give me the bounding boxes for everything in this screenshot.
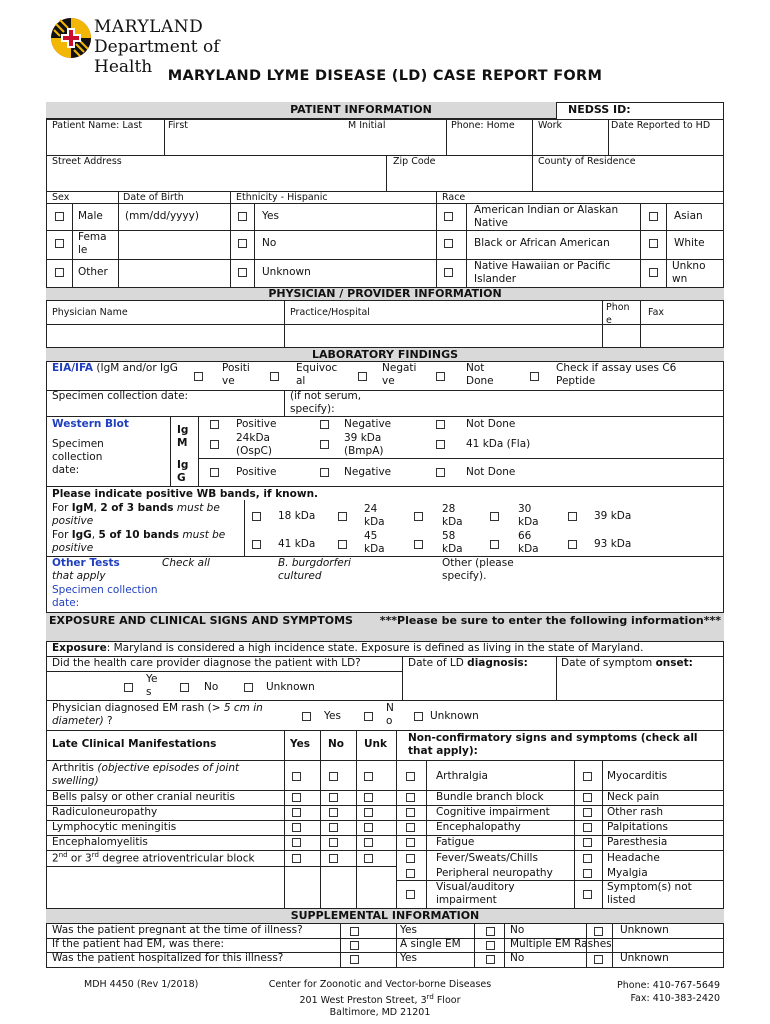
pregnant-yes: Yes	[400, 924, 417, 936]
checkbox-neck-pain[interactable]	[583, 793, 592, 802]
checkbox-lymph-unk[interactable]	[364, 823, 373, 832]
option-diag-unknown: Unknown	[266, 681, 315, 693]
pregnant-no: No	[510, 924, 525, 936]
option-hispanic-no: No	[262, 237, 277, 249]
footer-addr-a: 201 West Preston Street, 3	[299, 995, 427, 1007]
band-18kda: 18 kDa	[278, 510, 316, 522]
footer-center-line3: Baltimore, MD 21201	[329, 1007, 431, 1019]
logo-maryland-text: MARYLAND	[94, 17, 204, 37]
checkbox-wb-igm-notdone[interactable]	[436, 420, 445, 429]
late-manifestations-header: Late Clinical Manifestations	[52, 738, 217, 750]
footer-fax: Fax: 410-383-2420	[630, 993, 720, 1004]
checkbox-av-no[interactable]	[329, 854, 338, 863]
checkbox-em-yes[interactable]	[302, 712, 311, 721]
footer-phone: Phone: 410-767-5649	[617, 980, 720, 991]
checkbox-visual-auditory[interactable]	[406, 890, 415, 899]
checkbox-multiple-em[interactable]	[486, 941, 495, 950]
checkbox-sex-other[interactable]	[55, 268, 64, 277]
supplemental-section-title: SUPPLEMENTAL INFORMATION	[290, 909, 480, 922]
checkbox-hispanic-yes[interactable]	[238, 212, 247, 221]
footer-addr-c: Floor	[433, 995, 461, 1007]
single-em: A single EM	[400, 938, 461, 950]
checkbox-other-rash[interactable]	[583, 808, 592, 817]
date-ld-diagnosis-label	[408, 657, 528, 669]
checkbox-hispanic-no[interactable]	[238, 239, 247, 248]
band-24kda: 24 kDa	[364, 503, 385, 528]
late-lymphocytic-meningitis: Lymphocytic meningitis	[52, 821, 177, 833]
checkbox-band-66[interactable]	[490, 540, 499, 549]
arthritis-a: Arthritis	[52, 762, 98, 774]
maryland-seal-icon	[50, 14, 92, 64]
band-45kda: 45 kDa	[364, 530, 385, 555]
exposure-section-title: EXPOSURE AND CLINICAL SIGNS AND SYMPTOMS	[49, 614, 353, 627]
maryland-health-logo	[50, 14, 280, 77]
symptom-peripheral-neuropathy: Peripheral neuropathy	[436, 867, 553, 879]
checkbox-em-unknown[interactable]	[414, 712, 423, 721]
checkbox-palpitations[interactable]	[583, 823, 592, 832]
multiple-em: Multiple EM Rashes	[510, 938, 612, 950]
checkbox-bells-no[interactable]	[329, 793, 338, 802]
checkbox-pregnant-no[interactable]	[486, 927, 495, 936]
checkbox-sex-female[interactable]	[55, 239, 64, 248]
label-physician-name: Physician Name	[52, 307, 128, 318]
exposure-section-header	[46, 612, 724, 642]
label-last-name: Patient Name: Last	[52, 120, 143, 131]
supp-q-em-type: If the patient had EM, was there:	[52, 938, 225, 950]
col-unk-header: Unk	[364, 738, 387, 750]
supp-q-hospitalized: Was the patient hospitalized for this illness?	[52, 952, 284, 964]
label-practice-hospital: Practice/Hospital	[290, 307, 370, 318]
exposure-bold: Exposure	[52, 642, 107, 654]
option-wb-igg-negative: Negative	[344, 466, 392, 478]
symptom-headache: Headache	[607, 852, 660, 864]
option-wb-39kda: 39 kDa (BmpA)	[344, 432, 384, 457]
option-diag-yes: Ye s	[146, 673, 158, 698]
igm-bands-rule	[52, 502, 242, 528]
checkbox-band-93[interactable]	[568, 540, 577, 549]
bb-cultured-option: B. burgdorferi cultured	[278, 557, 351, 582]
igg-rule-e: must be positive	[52, 529, 226, 554]
checkbox-bells-yes[interactable]	[292, 793, 301, 802]
late-bells-palsy: Bells palsy or other cranial neuritis	[52, 791, 236, 803]
checkbox-eia-negative[interactable]	[358, 372, 367, 381]
exposure-section-note-a: ***Please be sure to enter the following information***	[379, 614, 721, 627]
exposure-text: : Maryland is considered a high incidence state. Exposure is defined as living in the state of Maryland.	[106, 642, 644, 654]
checkbox-arthritis-unk[interactable]	[364, 772, 373, 781]
checkbox-hosp-unknown[interactable]	[594, 955, 603, 964]
option-eia-equivocal: Equivoc al	[296, 362, 338, 387]
form-id: MDH 4450 (Rev 1/2018)	[84, 979, 199, 990]
checkbox-race-black[interactable]	[444, 239, 453, 248]
option-wb-41fla: 41 kDa (Fla)	[466, 438, 531, 450]
western-blot-label: Western Blot	[52, 418, 129, 430]
em-rash-question	[52, 702, 288, 728]
em-q-c: ?	[103, 715, 113, 727]
symptom-myocarditis: Myocarditis	[607, 770, 668, 782]
option-wb-24kda: 24kDa (OspC)	[236, 432, 272, 457]
footer-center-block	[230, 979, 530, 1019]
option-race-white: White	[674, 237, 705, 249]
av-d: rd	[91, 851, 99, 859]
label-race: Race	[442, 192, 466, 203]
igg-rule-d: 5 of 10 bands	[98, 529, 179, 541]
symptom-visual-auditory: Visual/auditory impairment	[436, 881, 515, 906]
checkbox-race-amind[interactable]	[444, 212, 453, 221]
hosp-no: No	[510, 952, 525, 964]
symptom-paresthesia: Paresthesia	[607, 836, 668, 848]
arthritis-b: (objective episodes of joint swelling)	[52, 762, 240, 787]
checkbox-band-58[interactable]	[414, 540, 423, 549]
checkbox-race-asian[interactable]	[649, 212, 658, 221]
option-hispanic-unknown: Unknown	[262, 266, 311, 278]
wb-bands-header: Please indicate positive WB bands, if known.	[52, 488, 319, 500]
checkbox-wb-igg-notdone[interactable]	[436, 468, 445, 477]
symptom-other-rash: Other rash	[607, 806, 664, 818]
checkbox-arthritis-no[interactable]	[329, 772, 338, 781]
footer-center-line1: Center for Zoonotic and Vector-borne Diseases	[268, 979, 492, 990]
hosp-yes: Yes	[400, 952, 417, 964]
option-em-yes: Yes	[324, 710, 341, 722]
checkbox-eia-positive[interactable]	[194, 372, 203, 381]
checkbox-encephalopathy[interactable]	[406, 823, 415, 832]
igg-rule-a: For	[52, 529, 72, 541]
checkbox-symptom-not-listed[interactable]	[583, 890, 592, 899]
band-66kda: 66 kDa	[518, 530, 539, 555]
checkbox-radic-unk[interactable]	[364, 808, 373, 817]
band-28kda: 28 kDa	[442, 503, 463, 528]
checkbox-em-no[interactable]	[364, 712, 373, 721]
band-39kda: 39 kDa	[594, 510, 632, 522]
option-em-no: N o	[386, 702, 394, 727]
label-physician-phone: Phon e	[606, 302, 630, 326]
checkbox-wb-igg-positive[interactable]	[210, 468, 219, 477]
igm-rule-a: For	[52, 502, 72, 514]
igm-rule-d: 2 of 3 bands	[100, 502, 174, 514]
checkbox-enceph-unk[interactable]	[364, 838, 373, 847]
checkbox-diag-no[interactable]	[180, 683, 189, 692]
label-work: Work	[538, 120, 563, 131]
band-30kda: 30 kDa	[518, 503, 539, 528]
checkbox-enceph-no[interactable]	[329, 838, 338, 847]
form-title: MARYLAND LYME DISEASE (LD) CASE REPORT FORM	[167, 68, 603, 84]
checkbox-pregnant-unknown[interactable]	[594, 927, 603, 936]
option-race-amind: American Indian or Alaskan Native	[474, 204, 619, 229]
check-all-label: Check all	[162, 557, 210, 569]
date-ld-b: diagnosis:	[467, 657, 528, 669]
supplemental-section-header	[46, 908, 724, 924]
checkbox-race-white[interactable]	[649, 239, 658, 248]
late-radiculoneuropathy: Radiculoneuropathy	[52, 806, 158, 818]
symptom-not-listed: Symptom(s) not listed	[607, 881, 692, 906]
label-first-name: First	[168, 120, 188, 131]
if-not-serum-label: (if not serum, specify):	[290, 390, 362, 415]
option-other: Other	[78, 266, 108, 278]
igg-label: Ig G	[177, 459, 189, 484]
that-apply-label: that apply	[52, 570, 106, 582]
patient-section-header	[46, 102, 556, 119]
physician-section-title: PHYSICIAN / PROVIDER INFORMATION	[268, 287, 502, 300]
option-eia-negative: Negati ve	[382, 362, 417, 387]
eia-specimen-date-label: Specimen collection date:	[52, 390, 189, 402]
nedss-id-label: NEDSS ID:	[568, 103, 631, 116]
label-middle-initial: M Initial	[348, 120, 386, 131]
checkbox-eia-notdone[interactable]	[436, 372, 445, 381]
igm-label: Ig M	[177, 424, 189, 449]
symptom-fever: Fever/Sweats/Chills	[436, 852, 538, 864]
checkbox-av-yes[interactable]	[292, 854, 301, 863]
date-sym-b: onset:	[655, 657, 693, 669]
footer-addr-b: rd	[426, 993, 434, 1001]
symptom-neck-pain: Neck pain	[607, 791, 660, 803]
lab-section-header	[46, 347, 724, 362]
checkbox-arthritis-yes[interactable]	[292, 772, 301, 781]
option-wb-igm-positive: Positive	[236, 418, 277, 430]
checkbox-bundle-branch[interactable]	[406, 793, 415, 802]
checkbox-wb-igg-negative[interactable]	[320, 468, 329, 477]
label-ethnicity: Ethnicity - Hispanic	[236, 192, 328, 203]
checkbox-band-28[interactable]	[414, 512, 423, 521]
eia-ifa-desc: (IgM and/or IgG	[93, 362, 178, 374]
option-hispanic-yes: Yes	[262, 210, 279, 222]
checkbox-wb-igm-negative[interactable]	[320, 420, 329, 429]
label-physician-fax: Fax	[648, 307, 665, 318]
date-onset-label	[561, 657, 693, 669]
av-a: 2	[52, 852, 59, 865]
physician-section-header	[46, 287, 724, 301]
checkbox-band-39[interactable]	[568, 512, 577, 521]
other-tests-label: Other Tests	[52, 557, 120, 569]
checkbox-single-em[interactable]	[350, 941, 359, 950]
option-em-unknown: Unknown	[430, 710, 479, 722]
checkbox-cognitive[interactable]	[406, 808, 415, 817]
checkbox-c6-peptide[interactable]	[530, 372, 539, 381]
other-specify-option: Other (please specify).	[442, 557, 514, 582]
symptom-arthralgia: Arthralgia	[436, 770, 488, 782]
checkbox-peripheral-neuropathy[interactable]	[406, 869, 415, 878]
option-male: Male	[78, 210, 103, 222]
checkbox-headache[interactable]	[583, 854, 592, 863]
pregnant-unknown: Unknown	[620, 924, 669, 936]
checkbox-band-30[interactable]	[490, 512, 499, 521]
checkbox-wb-39kda[interactable]	[320, 440, 329, 449]
option-diag-no: No	[204, 681, 219, 693]
option-race-asian: Asian	[674, 210, 703, 222]
checkbox-band-24[interactable]	[338, 512, 347, 521]
checkbox-bells-unk[interactable]	[364, 793, 373, 802]
checkbox-myocarditis[interactable]	[583, 772, 592, 781]
band-41kda: 41 kDa	[278, 538, 316, 550]
date-sym-a: Date of symptom	[561, 657, 656, 669]
checkbox-diag-unknown[interactable]	[244, 683, 253, 692]
checkbox-lymph-yes[interactable]	[292, 823, 301, 832]
checkbox-sex-male[interactable]	[55, 212, 64, 221]
av-c: or 3	[67, 852, 92, 865]
hosp-unknown: Unknown	[620, 952, 669, 964]
wb-specimen-date-label: Specimen collection date:	[52, 438, 104, 476]
checkbox-race-hawaiian[interactable]	[444, 268, 453, 277]
footer-center-line2	[230, 991, 530, 1007]
em-q-b: > 5 cm in diameter)	[52, 702, 263, 727]
option-race-unknown: Unkno wn	[672, 260, 706, 285]
checkbox-band-45[interactable]	[338, 540, 347, 549]
em-q-a: Physician diagnosed EM rash (	[52, 702, 212, 714]
label-sex: Sex	[52, 192, 70, 203]
symptom-bundle-branch: Bundle branch block	[436, 791, 544, 803]
option-race-black: Black or African American	[474, 237, 610, 249]
band-58kda: 58 kDa	[442, 530, 463, 555]
checkbox-radic-yes[interactable]	[292, 808, 301, 817]
igm-rule-c: ,	[93, 502, 101, 514]
checkbox-diag-yes[interactable]	[124, 683, 133, 692]
option-female: Fema le	[78, 231, 107, 256]
nonconfirmatory-header: Non-confirmatory signs and symptoms (check all that apply):	[408, 732, 698, 757]
label-dob: Date of Birth	[123, 192, 184, 203]
checkbox-race-unknown[interactable]	[649, 268, 658, 277]
option-wb-igm-notdone: Not Done	[466, 418, 516, 430]
band-93kda: 93 kDa	[594, 538, 632, 550]
option-eia-notdone: Not Done	[466, 362, 494, 387]
other-tests-specimen-date: Specimen collection date:	[52, 584, 158, 609]
lab-section-title: LABORATORY FINDINGS	[311, 348, 459, 361]
checkbox-hispanic-unknown[interactable]	[238, 268, 247, 277]
checkbox-fever[interactable]	[406, 854, 415, 863]
option-wb-igg-notdone: Not Done	[466, 466, 516, 478]
eia-ifa-name: EIA/IFA	[52, 362, 94, 374]
label-zip-code: Zip Code	[393, 156, 436, 167]
label-date-reported: Date Reported to HD	[611, 120, 711, 131]
checkbox-band-41[interactable]	[252, 540, 261, 549]
checkbox-wb-24kda[interactable]	[210, 440, 219, 449]
av-b: nd	[58, 851, 68, 859]
checkbox-radic-no[interactable]	[329, 808, 338, 817]
checkbox-paresthesia[interactable]	[583, 838, 592, 847]
option-c6-peptide: Check if assay uses C6 Peptide	[556, 362, 677, 387]
igm-rule-e: must be positive	[52, 502, 220, 527]
late-av-block	[52, 851, 255, 865]
col-yes-header: Yes	[290, 738, 311, 750]
late-arthritis	[52, 762, 282, 788]
option-wb-igm-negative: Negative	[344, 418, 392, 430]
exposure-definition	[52, 642, 643, 654]
label-phone-home: Phone: Home	[451, 120, 515, 131]
checkbox-av-unk[interactable]	[364, 854, 373, 863]
option-race-hawaiian: Native Hawaiian or Pacific Islander	[474, 260, 611, 285]
symptom-palpitations: Palpitations	[607, 821, 668, 833]
label-street-address: Street Address	[52, 156, 122, 167]
eia-ifa-label	[52, 362, 182, 375]
symptom-encephalopathy: Encephalopathy	[436, 821, 521, 833]
diagnose-question: Did the health care provider diagnose the patient with LD?	[52, 657, 361, 669]
igg-bands-rule	[52, 529, 242, 555]
checkbox-band-18[interactable]	[252, 512, 261, 521]
logo-department-text: Department of Health	[94, 37, 220, 77]
patient-section-title: PATIENT INFORMATION	[290, 103, 432, 116]
checkbox-myalgia[interactable]	[583, 869, 592, 878]
igg-rule-b: IgG	[71, 529, 92, 541]
checkbox-eia-equivocal[interactable]	[270, 372, 279, 381]
checkbox-pregnant-yes[interactable]	[350, 927, 359, 936]
checkbox-hosp-no[interactable]	[486, 955, 495, 964]
av-e: degree atrioventricular block	[98, 852, 255, 865]
checkbox-hosp-yes[interactable]	[350, 955, 359, 964]
dob-format-hint: (mm/dd/yyyy)	[125, 210, 199, 222]
late-encephalomyelitis: Encephalomyelitis	[52, 836, 148, 848]
checkbox-fatigue[interactable]	[406, 838, 415, 847]
option-eia-positive: Positi ve	[222, 362, 250, 387]
checkbox-wb-igm-positive[interactable]	[210, 420, 219, 429]
label-county: County of Residence	[538, 156, 636, 167]
igm-rule-b: IgM	[71, 502, 94, 514]
symptom-fatigue: Fatigue	[436, 836, 475, 848]
footer-contact	[540, 979, 720, 1005]
checkbox-lymph-no[interactable]	[329, 823, 338, 832]
checkbox-arthralgia[interactable]	[406, 772, 415, 781]
option-wb-igg-positive: Positive	[236, 466, 277, 478]
igg-rule-c: ,	[91, 529, 99, 541]
symptom-cognitive: Cognitive impairment	[436, 806, 550, 818]
checkbox-wb-41fla[interactable]	[436, 440, 445, 449]
symptom-myalgia: Myalgia	[607, 867, 648, 879]
supp-q-pregnant: Was the patient pregnant at the time of illness?	[52, 924, 303, 936]
checkbox-enceph-yes[interactable]	[292, 838, 301, 847]
col-no-header: No	[328, 738, 345, 750]
date-ld-a: Date of LD	[408, 657, 468, 669]
